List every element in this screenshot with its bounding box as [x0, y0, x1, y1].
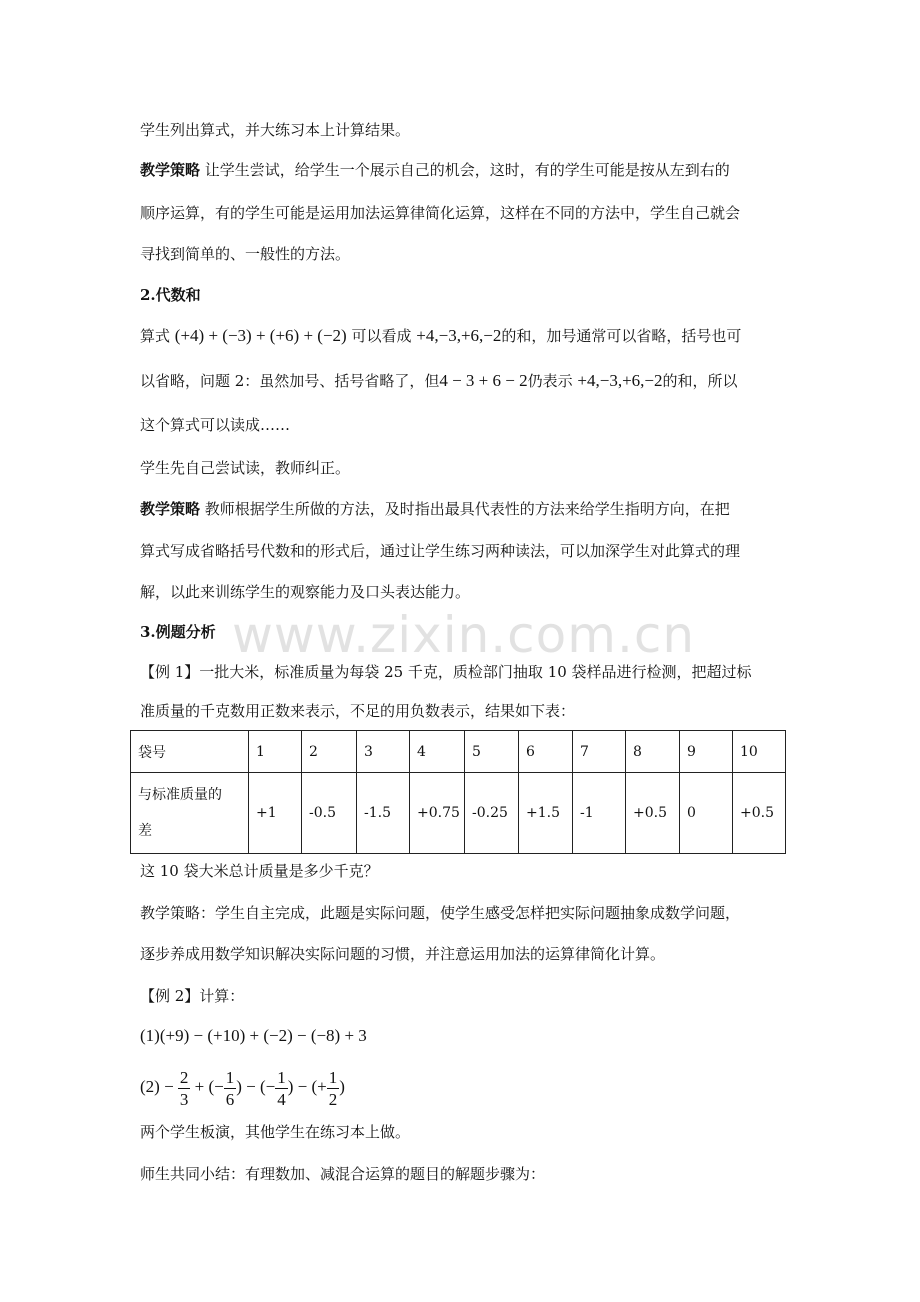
example-2-text: 【例 2】计算：	[140, 987, 245, 1005]
strategy-label: 教学策略	[140, 161, 201, 179]
math-expression: +4,−3,+6,−2	[577, 371, 663, 390]
table-cell: 1	[249, 731, 302, 773]
table-cell: 6	[519, 731, 573, 773]
table-cell: -0.5	[302, 773, 357, 854]
table-cell: -0.25	[465, 773, 519, 854]
section-heading: 3.例题分析	[140, 623, 216, 641]
text-line: 寻找到简单的、一般性的方法。	[140, 245, 351, 263]
row-label-line: 与标准质量的	[138, 787, 222, 803]
section-heading: 2.代数和	[140, 286, 201, 304]
text-line: 两个学生板演，其他学生在练习本上做。	[140, 1123, 411, 1141]
table-cell: 4	[410, 731, 465, 773]
table-cell: 5	[465, 731, 519, 773]
text-line: 准质量的千克数用正数来表示，不足的用负数表示，结果如下表：	[140, 702, 576, 720]
table-cell: 0	[680, 773, 733, 854]
text-line: 逐步养成用数学知识解决实际问题的习惯，并注意运用加法的运算律简化计算。	[140, 945, 666, 963]
watermark: www.zixin.com.cn	[232, 606, 696, 664]
fraction-numerator: 1	[225, 1067, 235, 1087]
text-span: 以省略，问题 2：虽然加号、括号省略了，但	[140, 372, 440, 390]
fraction-denominator: 4	[277, 1089, 286, 1109]
text-line: 教学策略：学生自主完成，此题是实际问题，使学生感受怎样把实际问题抽象成数学问题，	[140, 904, 741, 922]
fraction-numerator: 2	[179, 1067, 189, 1087]
table-cell: -1	[573, 773, 626, 854]
text-span: 可以看成	[351, 327, 412, 345]
math-text: ) − (+	[287, 1077, 327, 1096]
fraction-denominator: 6	[225, 1089, 235, 1109]
fraction	[224, 1067, 237, 1110]
text-span: 的和，所以	[662, 372, 738, 390]
fraction-denominator: 3	[179, 1089, 189, 1109]
calc-expression-1: (1)(+9) − (+10) + (−2) − (−8) + 3	[140, 1026, 367, 1045]
text-line: 学生先自己尝试读，教师纠正。	[140, 459, 351, 477]
table-cell: 袋号	[131, 731, 249, 773]
text-span: 算式	[140, 327, 171, 345]
fraction	[275, 1067, 288, 1110]
math-expression: 4 − 3 + 6 − 2	[439, 371, 528, 390]
text-span: 仍表示	[527, 372, 573, 390]
strategy-paragraph	[140, 499, 730, 519]
table-cell: 7	[573, 731, 626, 773]
table-cell: 3	[357, 731, 410, 773]
table-row	[131, 773, 786, 854]
table-cell: 10	[733, 731, 786, 773]
example-1-text: 【例 1】一批大米，标准质量为每袋 25 千克，质检部门抽取 10 袋样品进行检测，把超过标	[140, 663, 752, 681]
fraction-numerator: 1	[328, 1067, 338, 1087]
fraction-numerator: 1	[277, 1067, 286, 1087]
row-label-line: 差	[138, 823, 152, 839]
math-text: (2) −	[140, 1077, 174, 1096]
strategy-label: 教学策略	[140, 500, 201, 518]
strategy-paragraph	[140, 160, 730, 180]
text-line: 师生共同小结：有理数加、减混合运算的题目的解题步骤为：	[140, 1165, 546, 1183]
text-span: 教师根据学生所做的方法，及时指出最具代表性的方法来给学生指明方向，在把	[204, 500, 730, 518]
math-text: + (−	[194, 1077, 224, 1096]
text-line: 算式写成省略括号代数和的形式后，通过让学生练习两种读法，可以加深学生对此算式的理	[140, 542, 741, 560]
math-expression: +4,−3,+6,−2	[416, 326, 502, 345]
text-line	[140, 326, 741, 346]
table-cell: -1.5	[357, 773, 410, 854]
table-cell: 2	[302, 731, 357, 773]
math-text: )	[339, 1077, 345, 1096]
table-cell: +0.5	[733, 773, 786, 854]
text-line: 这个算式可以读成……	[140, 416, 291, 434]
text-line	[140, 371, 738, 391]
table-cell: +0.5	[626, 773, 680, 854]
question-text: 这 10 袋大米总计质量是多少千克？	[140, 862, 379, 880]
text-line: 顺序运算，有的学生可能是运用加法运算律简化运算，这样在不同的方法中，学生自己就会	[140, 204, 741, 222]
data-table	[130, 730, 786, 854]
table-cell: 9	[680, 731, 733, 773]
math-text: ) − (−	[236, 1077, 276, 1096]
table-cell-label	[131, 773, 249, 854]
text-line: 解，以此来训练学生的观察能力及口头表达能力。	[140, 583, 471, 601]
text-line: 学生列出算式，并大练习本上计算结果。	[140, 121, 411, 139]
fraction	[327, 1067, 340, 1110]
table-cell: +1.5	[519, 773, 573, 854]
fraction-denominator: 2	[328, 1089, 338, 1109]
table-cell: 8	[626, 731, 680, 773]
table-cell: +1	[249, 773, 302, 854]
table-header-row	[131, 731, 786, 773]
text-span: 的和，加号通常可以省略，括号也可	[501, 327, 742, 345]
table-cell: +0.75	[410, 773, 465, 854]
text-span: 让学生尝试，给学生一个展示自己的机会，这时，有的学生可能是按从左到右的	[204, 161, 730, 179]
calc-expression-2	[140, 1062, 345, 1112]
fraction	[178, 1067, 191, 1110]
math-expression: (+4) + (−3) + (+6) + (−2)	[174, 326, 347, 345]
